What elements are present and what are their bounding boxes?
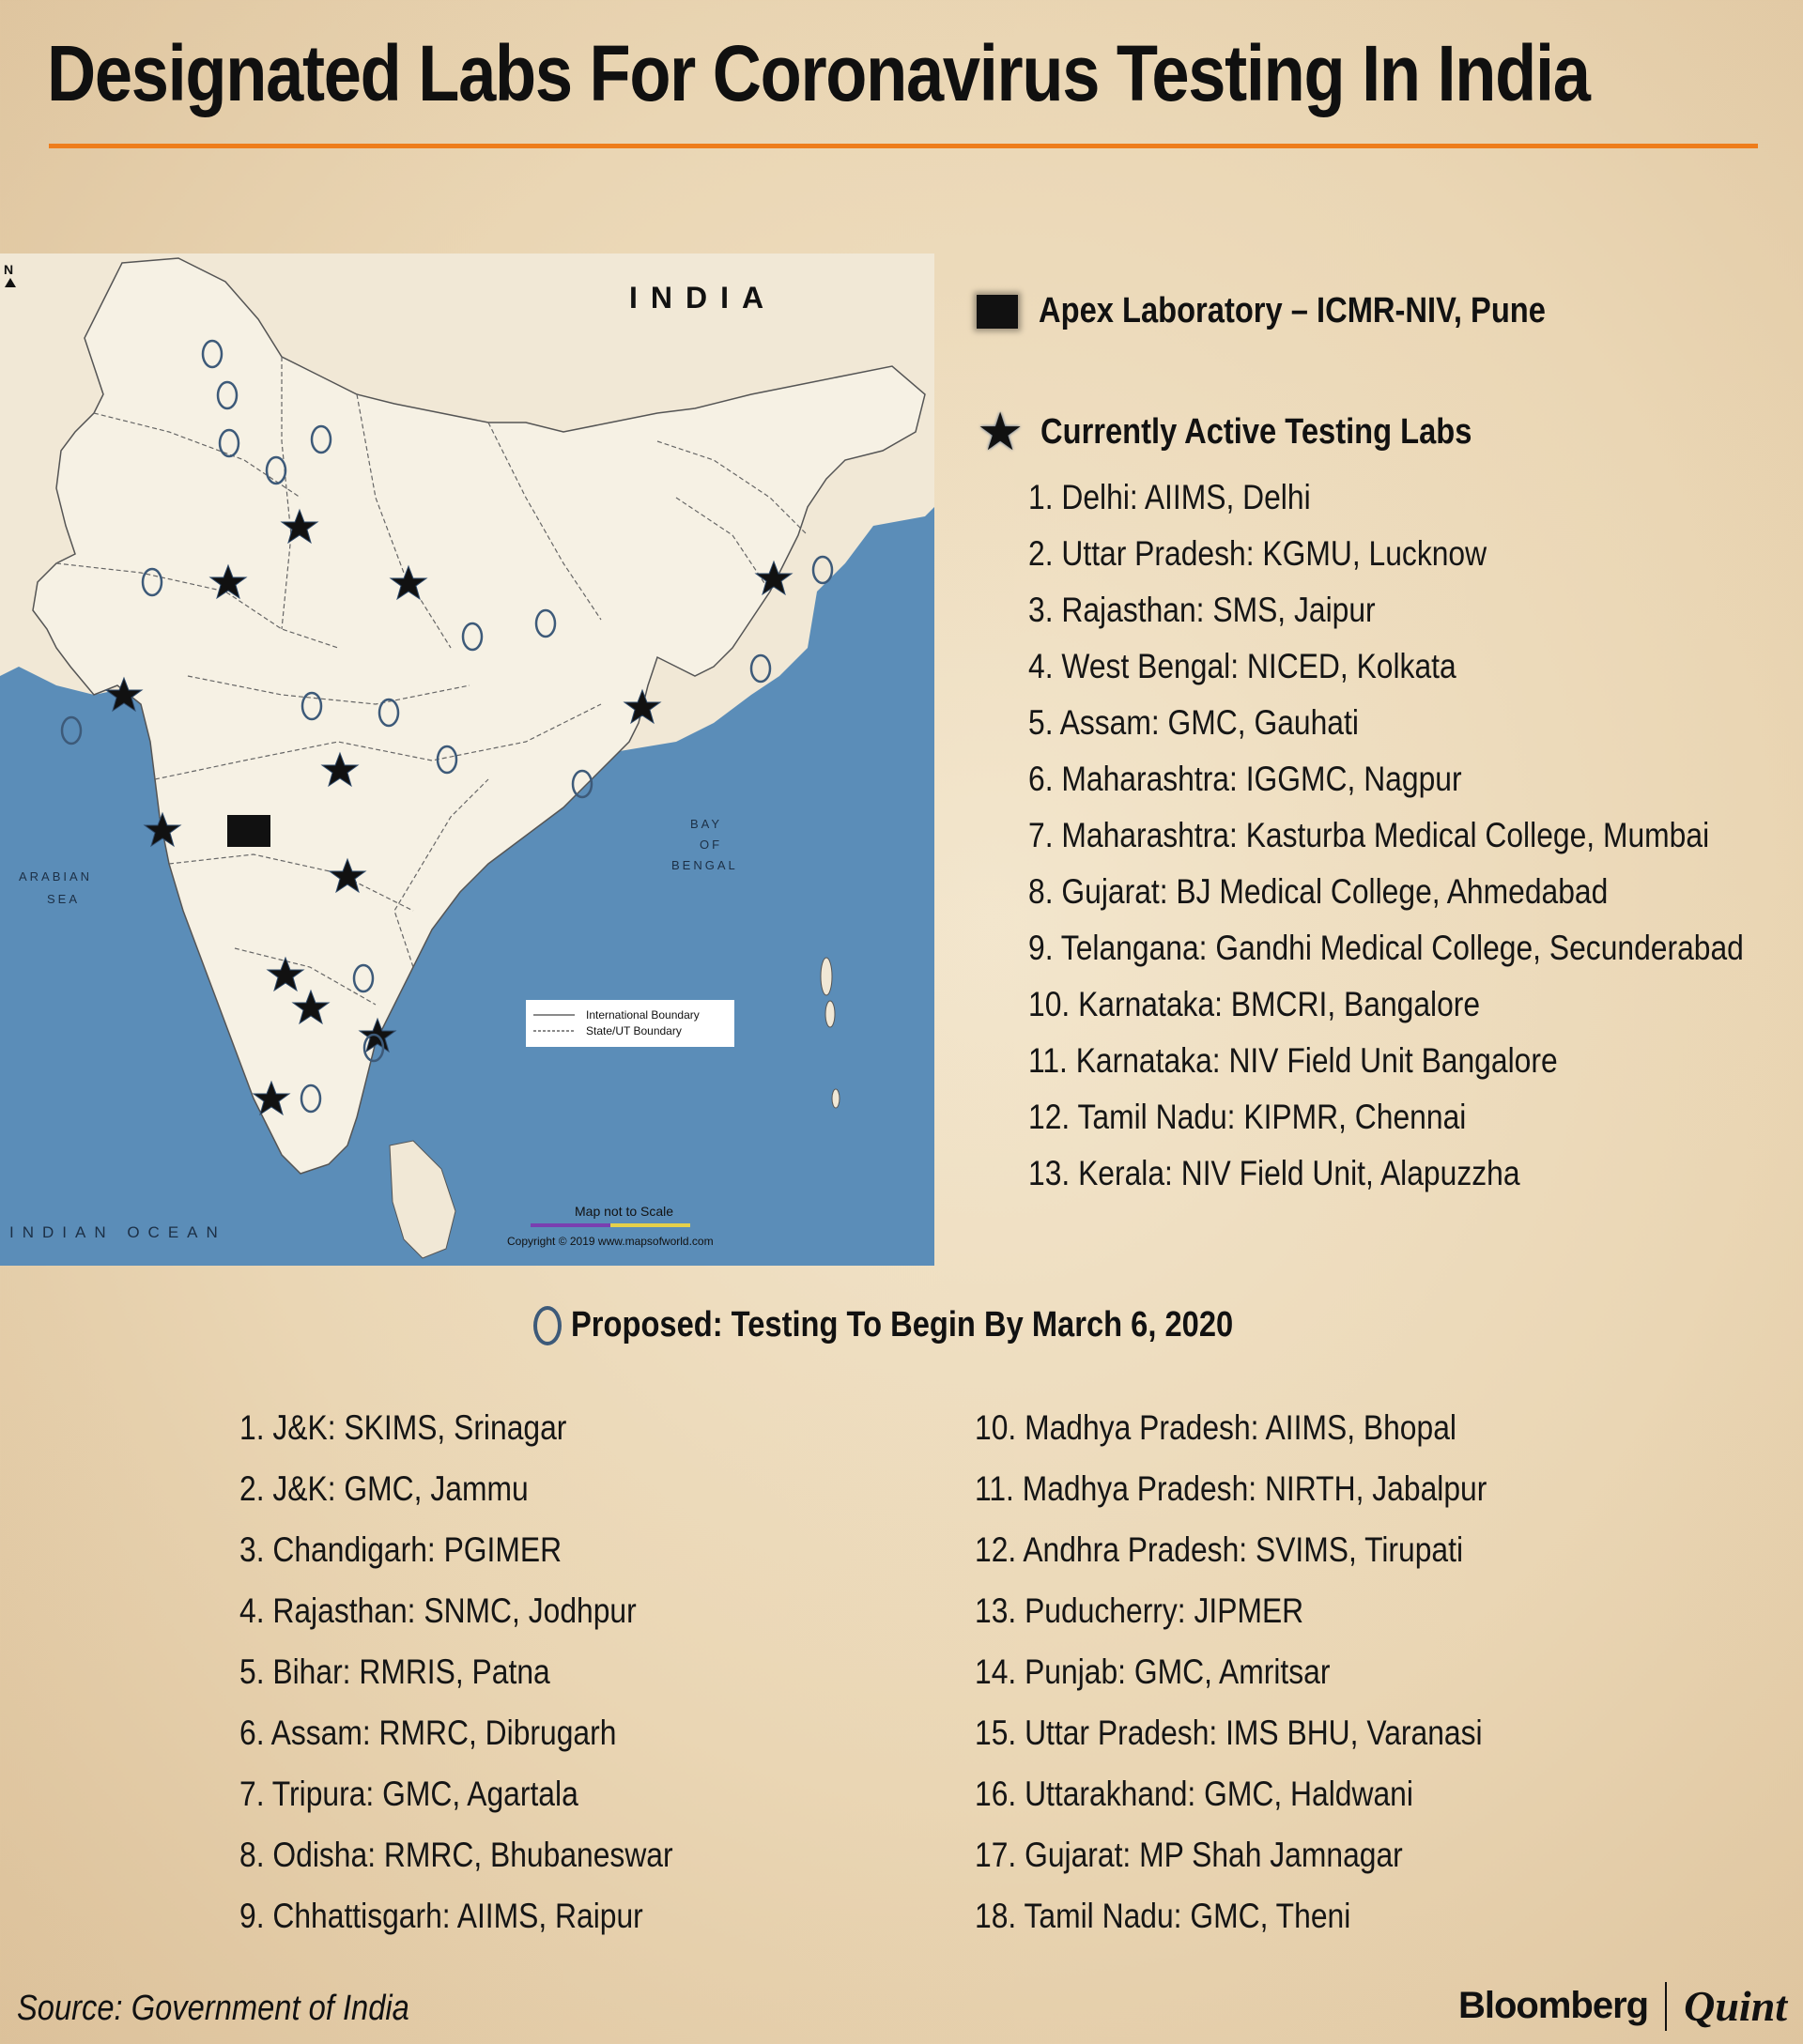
list-item: 15. Uttar Pradesh: IMS BHU, Varanasi (975, 1714, 1483, 1752)
list-item: 12. Andhra Pradesh: SVIMS, Tirupati (975, 1530, 1464, 1569)
india-map (0, 254, 934, 1266)
list-item: 14. Punjab: GMC, Amritsar (975, 1652, 1331, 1691)
list-item: 4. Rajasthan: SNMC, Jodhpur (239, 1591, 637, 1630)
list-item: 4. West Bengal: NICED, Kolkata (1028, 647, 1456, 685)
list-item: 13. Kerala: NIV Field Unit, Alapuzzha (1028, 1154, 1520, 1192)
page-title: Designated Labs For Coronavirus Testing In India (47, 29, 1590, 117)
list-item: 12. Tamil Nadu: KIPMR, Chennai (1028, 1098, 1467, 1136)
brand-logo (1458, 1981, 1787, 2031)
list-item: 2. Uttar Pradesh: KGMU, Lucknow (1028, 534, 1487, 573)
ocean-label: INDIAN OCEAN (9, 1223, 226, 1241)
international-boundary-label: International Boundary (586, 1008, 700, 1022)
list-item: 6. Maharashtra: IGGMC, Nagpur (1028, 760, 1462, 798)
bay-label-3: BENGAL (671, 858, 738, 872)
list-item: 2. J&K: GMC, Jammu (239, 1469, 529, 1508)
black-square-icon (977, 295, 1018, 329)
ring-icon (533, 1306, 562, 1345)
proposed-labs-list-left (239, 1397, 744, 1946)
source-note: Source: Government of India (17, 1989, 409, 2028)
list-item: 10. Karnataka: BMCRI, Bangalore (1028, 985, 1481, 1023)
copyright-note: Copyright © 2019 www.mapsofworld.com (507, 1235, 714, 1248)
list-item: 1. Delhi: AIIMS, Delhi (1028, 478, 1311, 516)
star-icon: ★ (977, 402, 1025, 461)
list-item: 3. Chandigarh: PGIMER (239, 1530, 562, 1569)
arabian-label-1: ARABIAN (19, 869, 93, 884)
legend-apex-label: Apex Laboratory – ICMR-NIV, Pune (1039, 291, 1546, 330)
apex-lab-marker (227, 815, 270, 847)
state-boundary-label: State/UT Boundary (586, 1024, 682, 1037)
list-item: 9. Chhattisgarh: AIIMS, Raipur (239, 1897, 643, 1935)
north-label: N (4, 262, 14, 277)
list-item: 7. Tripura: GMC, Agartala (239, 1775, 578, 1813)
title-underline (49, 144, 1758, 148)
active-labs-list (1028, 469, 1803, 1202)
list-item: 11. Karnataka: NIV Field Unit Bangalore (1028, 1041, 1558, 1080)
boundary-legend-box (526, 1000, 734, 1047)
list-item: 16. Uttarakhand: GMC, Haldwani (975, 1775, 1413, 1813)
legend-apex (977, 291, 1628, 331)
proposed-labs-list-right (975, 1397, 1570, 1946)
list-item: 13. Puducherry: JIPMER (975, 1591, 1304, 1630)
list-item: 6. Assam: RMRC, Dibrugarh (239, 1714, 617, 1752)
list-item: 18. Tamil Nadu: GMC, Theni (975, 1897, 1351, 1935)
legend-proposed (533, 1305, 1341, 1345)
legend-active-label: Currently Active Testing Labs (1040, 411, 1472, 452)
legend-proposed-label: Proposed: Testing To Begin By March 6, 2020 (571, 1305, 1234, 1345)
list-item: 5. Bihar: RMRIS, Patna (239, 1652, 550, 1691)
list-item: 3. Rajasthan: SMS, Jaipur (1028, 591, 1376, 629)
bay-label-1: BAY (690, 817, 723, 831)
list-item: 10. Madhya Pradesh: AIIMS, Bhopal (975, 1408, 1456, 1447)
list-item: 5. Assam: GMC, Gauhati (1028, 703, 1359, 742)
brand-divider (1665, 1982, 1667, 2031)
scale-note: Map not to Scale (575, 1204, 674, 1219)
list-item: 1. J&K: SKIMS, Srinagar (239, 1408, 567, 1447)
brand-quint: Quint (1684, 1982, 1788, 2030)
list-item: 17. Gujarat: MP Shah Jamnagar (975, 1836, 1403, 1874)
country-label: INDIA (629, 281, 778, 315)
list-item: 9. Telangana: Gandhi Medical College, Secunderabad (1028, 929, 1744, 967)
bay-label-2: OF (700, 838, 723, 852)
list-item: 7. Maharashtra: Kasturba Medical College, Mumbai (1028, 816, 1710, 854)
arabian-label-2: SEA (47, 892, 81, 906)
legend-active (977, 402, 1542, 461)
list-item: 11. Madhya Pradesh: NIRTH, Jabalpur (975, 1469, 1487, 1508)
list-item: 8. Gujarat: BJ Medical College, Ahmedabad (1028, 872, 1609, 911)
list-item: 8. Odisha: RMRC, Bhubaneswar (239, 1836, 673, 1874)
brand-bloomberg: Bloomberg (1458, 1985, 1649, 2026)
